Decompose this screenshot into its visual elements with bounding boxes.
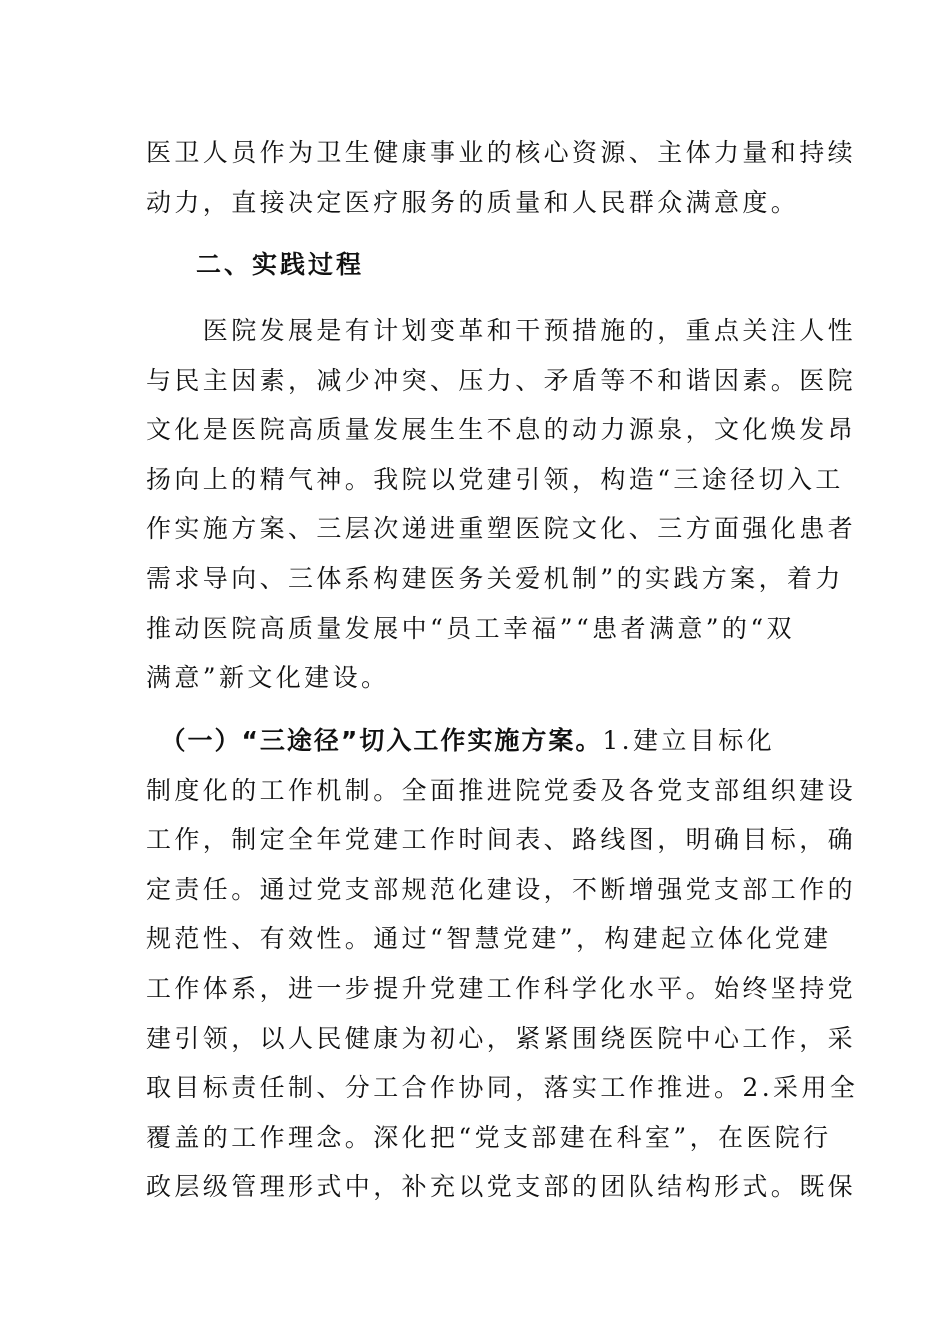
text-line: 推动医院高质量发展中“员工幸福”“患者满意”的“双 — [146, 613, 795, 643]
text-line: 规范性、有效性。通过“智慧党建”，构建起立体化党建 — [146, 924, 832, 954]
subsection-heading: （一）“三途径”切入工作实施方案。 — [146, 726, 603, 755]
text-run: 1.建立目标化 — [602, 726, 776, 755]
text-line: 政层级管理形式中，补充以党支部的团队结构形式。既保 — [146, 1172, 857, 1202]
text-line: 覆盖的工作理念。深化把“党支部建在科室”，在医院行 — [146, 1122, 832, 1152]
text-line: 动力，直接决定医疗服务的质量和人民群众满意度。 — [146, 187, 800, 217]
text-line: 医院发展是有计划变革和干预措施的，重点关注人性 — [146, 316, 857, 345]
text-line: 满意”新文化建设。 — [146, 663, 390, 693]
paragraph-practice — [146, 306, 857, 703]
text-line: 制度化的工作机制。全面推进院党委及各党支部组织建设 — [146, 775, 857, 805]
paragraph-three-paths — [146, 716, 859, 1212]
text-line: 医卫人员作为卫生健康事业的核心资源、主体力量和持续 — [146, 138, 857, 167]
text-line: 文化是医院高质量发展生生不息的动力源泉，文化焕发昂 — [146, 415, 857, 445]
text-line: 工作，制定全年党建工作时间表、路线图，明确目标，确 — [146, 825, 857, 855]
text-line: 扬向上的精气神。我院以党建引领，构造“三途径切入工 — [146, 464, 844, 494]
text-line: 工作体系，进一步提升党建工作科学化水平。始终坚持党 — [146, 973, 857, 1003]
text-line: 建引领，以人民健康为初心，紧紧围绕医院中心工作，采 — [146, 1023, 857, 1053]
intro-paragraph — [146, 128, 857, 227]
text-line: 需求导向、三体系构建医务关爱机制”的实践方案，着力 — [146, 563, 844, 593]
text-line: 与民主因素，减少冲突、压力、矛盾等不和谐因素。医院 — [146, 365, 857, 395]
text-line: 定责任。通过党支部规范化建设，不断增强党支部工作的 — [146, 874, 857, 904]
section-heading: 二、实践过程 — [196, 250, 365, 279]
text-line: 取目标责任制、分工合作协同，落实工作推进。2.采用全 — [146, 1073, 859, 1103]
text-line: 作实施方案、三层次递进重塑医院文化、三方面强化患者 — [146, 514, 857, 544]
text-line — [146, 716, 786, 766]
